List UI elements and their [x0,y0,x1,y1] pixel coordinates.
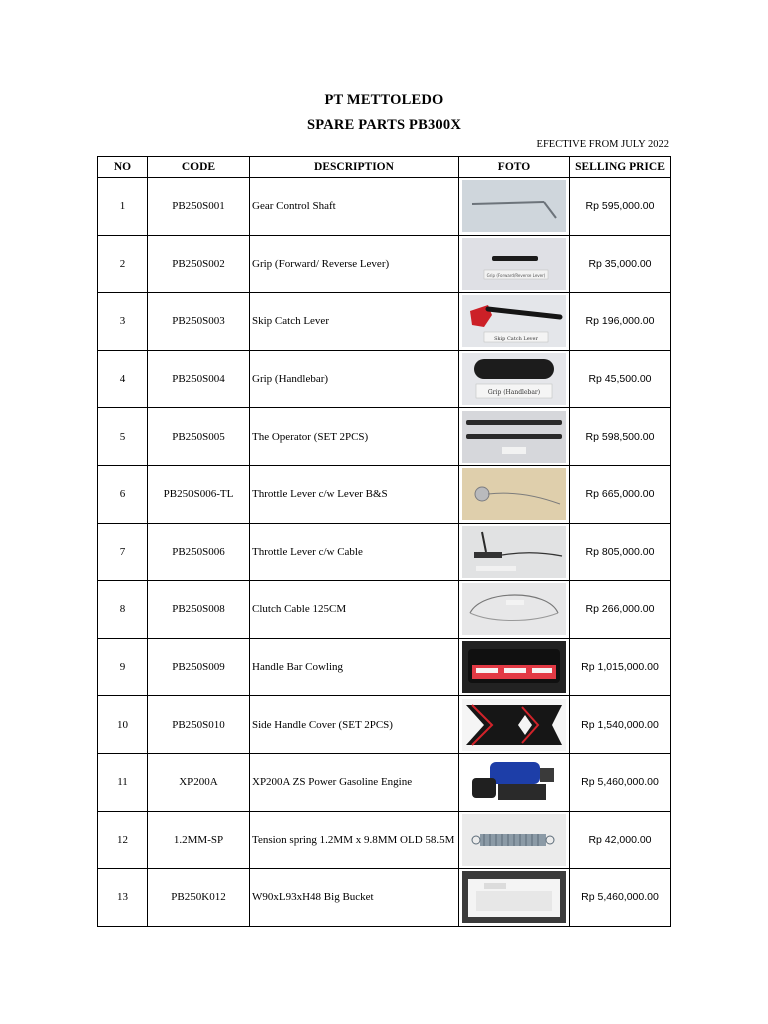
table-row [98,235,671,293]
part-photo-cell [459,523,570,581]
selling-price: Rp 598,500.00 [570,408,671,466]
part-description: Side Handle Cover (SET 2PCS) [250,696,459,754]
effective-date: EFECTIVE FROM JULY 2022 [536,139,669,150]
table-row [98,581,671,639]
grip-forward-reverse-photo [462,238,566,290]
part-description: Clutch Cable 125CM [250,581,459,639]
row-number: 1 [98,178,148,236]
row-number: 7 [98,523,148,581]
header-no: NO [98,157,148,178]
selling-price: Rp 595,000.00 [570,178,671,236]
table-row [98,638,671,696]
part-description: Throttle Lever c/w Cable [250,523,459,581]
part-description: Grip (Handlebar) [250,350,459,408]
selling-price: Rp 665,000.00 [570,465,671,523]
selling-price: Rp 1,015,000.00 [570,638,671,696]
selling-price: Rp 1,540,000.00 [570,696,671,754]
row-number: 2 [98,235,148,293]
part-code: PB250S004 [148,350,250,408]
photo-label: Grip (Forward/Reverse Lever) [486,272,546,278]
row-number: 3 [98,293,148,351]
header-foto: FOTO [459,157,570,178]
part-photo-cell [459,178,570,236]
throttle-lever-cable-photo [462,526,566,578]
table-row [98,350,671,408]
part-photo-cell [459,638,570,696]
selling-price: Rp 805,000.00 [570,523,671,581]
skip-catch-lever-photo [462,295,566,347]
handle-bar-cowling-photo [462,641,566,693]
part-description: Throttle Lever c/w Lever B&S [250,465,459,523]
part-description: The Operator (SET 2PCS) [250,408,459,466]
part-description: Tension spring 1.2MM x 9.8MM OLD 58.5M [250,811,459,869]
row-number: 6 [98,465,148,523]
part-description: Grip (Forward/ Reverse Lever) [250,235,459,293]
part-photo-cell [459,350,570,408]
row-number: 8 [98,581,148,639]
part-photo-cell [459,235,570,293]
photo-label: Grip (Handlebar) [487,389,541,397]
selling-price: Rp 35,000.00 [570,235,671,293]
throttle-lever-bs-photo [462,468,566,520]
gasoline-engine-photo [462,756,566,808]
table-row [98,465,671,523]
photo-label: Skip Catch Lever [494,336,538,343]
part-code: 1.2MM-SP [148,811,250,869]
row-number: 4 [98,350,148,408]
company-name: PT METTOLEDO [324,92,444,108]
header-code: CODE [148,157,250,178]
header-description: DESCRIPTION [250,157,459,178]
part-description: XP200A ZS Power Gasoline Engine [250,753,459,811]
part-photo-cell [459,753,570,811]
selling-price: Rp 42,000.00 [570,811,671,869]
part-code: PB250S002 [148,235,250,293]
table-row [98,696,671,754]
header-selling-price: SELLING PRICE [570,157,671,178]
part-code: PB250S010 [148,696,250,754]
part-description: Skip Catch Lever [250,293,459,351]
part-code: PB250S008 [148,581,250,639]
part-code: PB250S001 [148,178,250,236]
part-code: XP200A [148,753,250,811]
part-photo-cell [459,408,570,466]
clutch-cable-photo [462,583,566,635]
table-row [98,178,671,236]
gear-control-shaft-photo [462,180,566,232]
row-number: 13 [98,869,148,927]
part-photo-cell [459,869,570,927]
row-number: 9 [98,638,148,696]
part-description: W90xL93xH48 Big Bucket [250,869,459,927]
selling-price: Rp 196,000.00 [570,293,671,351]
part-code: PB250S005 [148,408,250,466]
part-description: Handle Bar Cowling [250,638,459,696]
part-description: Gear Control Shaft [250,178,459,236]
table-row [98,293,671,351]
part-photo-cell [459,465,570,523]
part-code: PB250S009 [148,638,250,696]
part-photo-cell [459,811,570,869]
selling-price: Rp 5,460,000.00 [570,753,671,811]
selling-price: Rp 45,500.00 [570,350,671,408]
row-number: 5 [98,408,148,466]
operator-set-photo [462,411,566,463]
part-photo-cell [459,293,570,351]
row-number: 11 [98,753,148,811]
table-row [98,408,671,466]
table-row [98,869,671,927]
document-title: SPARE PARTS PB300X [306,117,461,133]
table-row [98,753,671,811]
part-code: PB250K012 [148,869,250,927]
selling-price: Rp 5,460,000.00 [570,869,671,927]
part-code: PB250S006 [148,523,250,581]
part-photo-cell [459,581,570,639]
selling-price: Rp 266,000.00 [570,581,671,639]
big-bucket-photo [462,871,566,923]
table-header-row [98,157,671,178]
spare-parts-table [97,156,671,927]
tension-spring-photo [462,814,566,866]
part-code: PB250S006-TL [148,465,250,523]
row-number: 10 [98,696,148,754]
part-photo-cell [459,696,570,754]
table-row [98,523,671,581]
part-code: PB250S003 [148,293,250,351]
side-handle-cover-photo [462,699,566,751]
table-row [98,811,671,869]
grip-handlebar-photo [462,353,566,405]
row-number: 12 [98,811,148,869]
